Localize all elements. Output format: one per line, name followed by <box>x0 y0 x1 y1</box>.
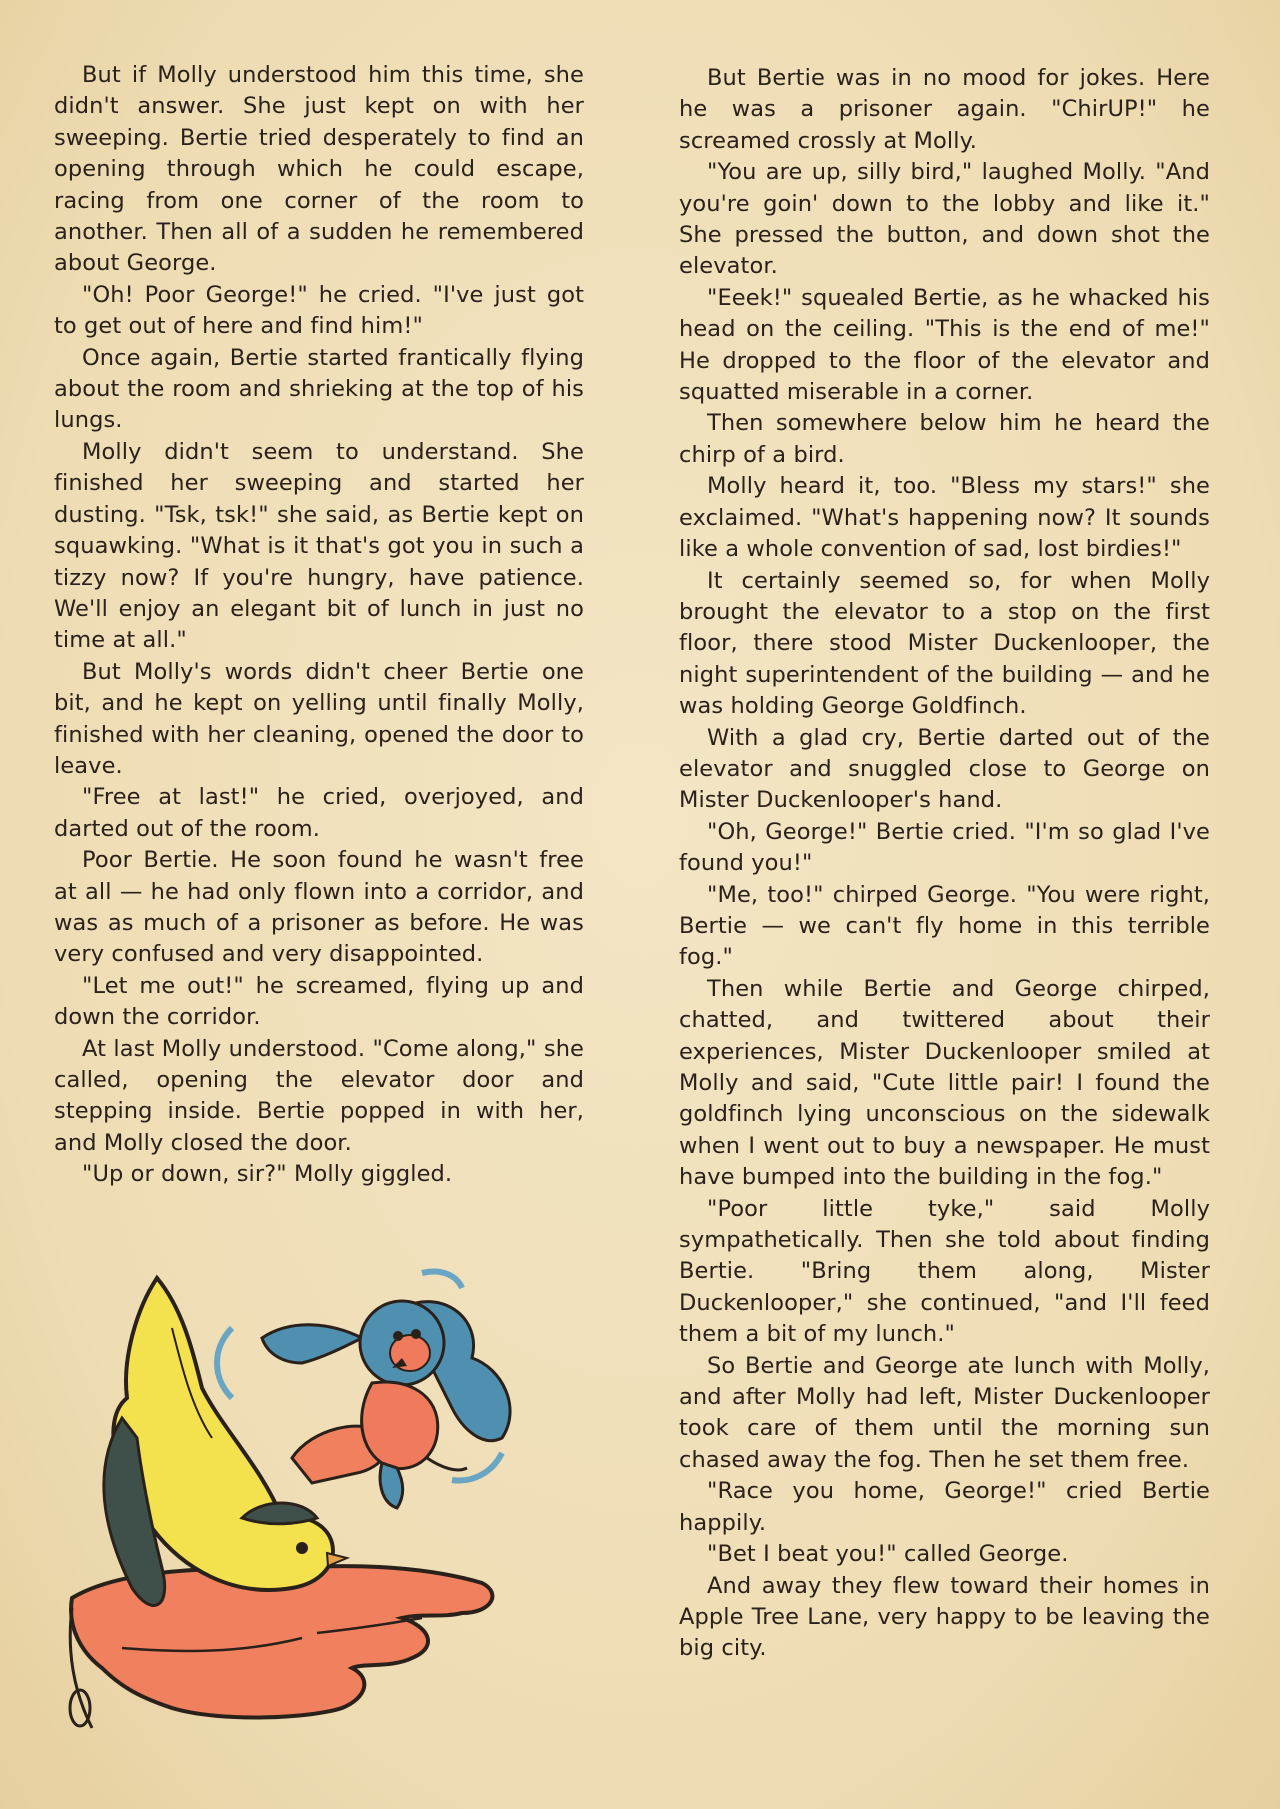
paragraph: Once again, Bertie started frantically flying about the room and shrieking at the top of his lungs. <box>54 344 584 434</box>
left-text-column <box>54 60 584 1191</box>
paragraph: "Bet I beat you!" called George. <box>707 1541 1069 1568</box>
paragraph: "Free at last!" he cried, overjoyed, and darted out of the room. <box>54 784 584 842</box>
paragraph: Then while Bertie and George chirped, chatted, and twittered about their experiences, Mister Duckenlooper smiled at Molly and said, "Cute little pair! I found the goldfinch lying unconscious on the sidewalk when I went out to buy a newspaper. He must have bumped into the building in the fog." <box>679 975 1210 1191</box>
paragraph: "Oh, George!" Bertie cried. "I'm so glad I've found you!" <box>679 818 1210 877</box>
paragraph: But Molly's words didn't cheer Bertie one bit, and he kept on yelling until finally Molly, finished with her cleaning, opened the door to leave. <box>54 658 584 779</box>
birds-on-hand-illustration <box>62 1268 582 1738</box>
paragraph: So Bertie and George ate lunch with Molly, and after Molly had left, Mister Duckenlooper took care of them until the morning sun chased away the fog. Then he set them free. <box>679 1352 1210 1473</box>
right-text-column <box>679 63 1210 1665</box>
paragraph: "Up or down, sir?" Molly giggled. <box>82 1161 453 1188</box>
paragraph: Molly heard it, too. "Bless my stars!" she exclaimed. "What's happening now? It sounds like a whole convention of sad, lost birdies!" <box>679 473 1210 563</box>
paragraph: It certainly seemed so, for when Molly brought the elevator to a stop on the first floor, there stood Mister Duckenlooper, the night superintendent of the building — and he was holding George Goldfinch. <box>679 567 1210 720</box>
paragraph: Poor Bertie. He soon found he wasn't free at all — he had only flown into a corridor, and was as much of a prisoner as before. He was very confused and very disappointed. <box>54 847 584 968</box>
paragraph: "Eeek!" squealed Bertie, as he whacked his head on the ceiling. "This is the end of me!" He dropped to the floor of the elevator and squatted miserable in a corner. <box>679 284 1210 406</box>
paragraph: And away they flew toward their homes in Apple Tree Lane, very happy to be leaving the big city. <box>679 1572 1210 1662</box>
paragraph: But if Molly understood him this time, she didn't answer. She just kept on with her sweeping. Bertie tried desperately to find an opening through which he could escape, racing from one corner of the room to another. Then all of a sudden he remembered about George. <box>54 62 584 277</box>
paragraph: "Let me out!" he screamed, flying up and down the corridor. <box>54 972 584 1031</box>
paragraph: "Me, too!" chirped George. "You were right, Bertie — we can't fly home in this terrible fog." <box>679 881 1210 971</box>
paragraph: Molly didn't seem to understand. She finished her sweeping and started her dusting. "Tsk, tsk!" she said, as Bertie kept on squawking. "What is it that's got you in such a tizzy now? If you're hungry, have patience. We'll enjoy an elegant bit of lunch in just no time at all." <box>54 438 584 654</box>
paragraph: "Oh! Poor George!" he cried. "I've just got to get out of here and find him!" <box>54 281 584 340</box>
paragraph: But Bertie was in no mood for jokes. Here he was a prisoner again. "ChirUP!" he screamed crossly at Molly. <box>679 65 1210 154</box>
paragraph: With a glad cry, Bertie darted out of the elevator and snuggled close to George on Mister Duckenlooper's hand. <box>679 724 1210 814</box>
paragraph: "Poor little tyke," said Molly sympathetically. Then she told about finding Bertie. "Bring them along, Mister Duckenlooper," she continued, "and I'll feed them a bit of my lunch." <box>679 1195 1210 1348</box>
paragraph: "Race you home, George!" cried Bertie happily. <box>679 1478 1210 1536</box>
paragraph: "You are up, silly bird," laughed Molly. "And you're goin' down to the lobby and like it." She pressed the button, and down shot the elevator. <box>679 159 1210 280</box>
paragraph: Then somewhere below him he heard the chirp of a bird. <box>679 410 1210 468</box>
paragraph: At last Molly understood. "Come along," she called, opening the elevator door and stepping inside. Bertie popped in with her, and Molly closed the door. <box>54 1035 584 1156</box>
